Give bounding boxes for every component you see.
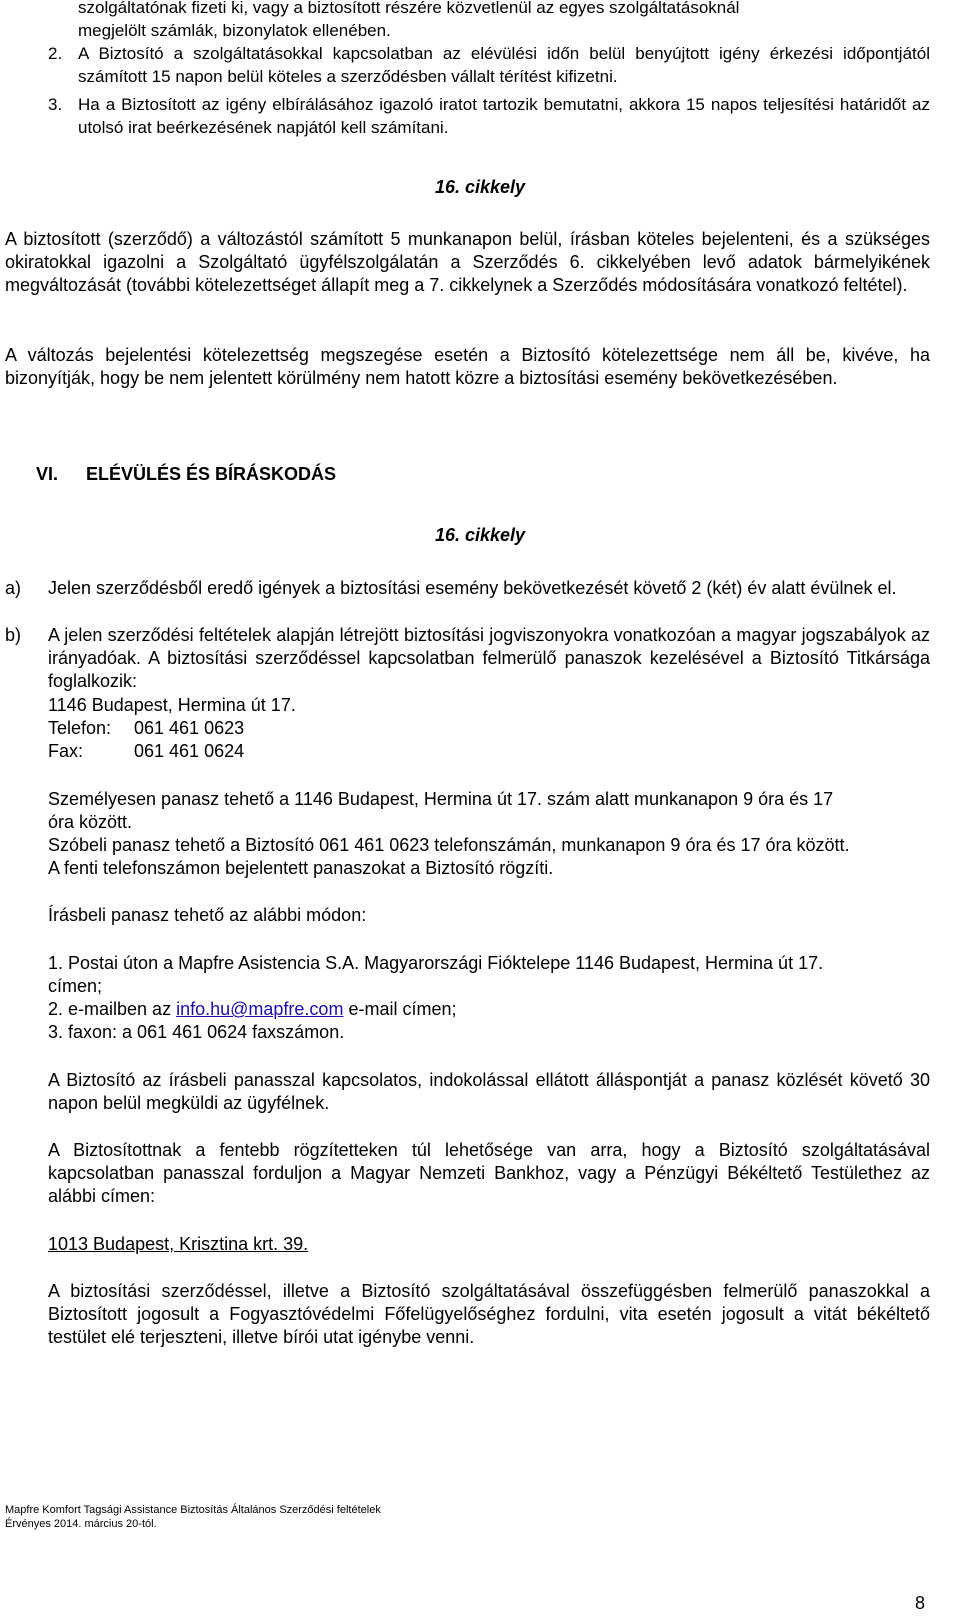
written-option-2-prefix: 2. e-mailben az: [48, 999, 172, 1019]
item-3-text: Ha a Biztosított az igény elbírálásához igazoló iratot tartozik bemutatni, akkora 15 napos teljesítési határidőt az utolsó irat beérkezésének napjától kell számítani.: [78, 95, 930, 137]
article-heading-2: 16. cikkely: [434, 525, 526, 545]
written-option-2: [48, 998, 930, 1021]
chapter-title: ELÉVÜLÉS ÉS BÍRÁSKODÁS: [86, 464, 337, 484]
footer-title: Mapfre Komfort Tagsági Assistance Biztosítás Általános Szerződési feltételek: [5, 1504, 381, 1516]
intro-line-2: megjelölt számlák, bizonylatok ellenében.: [78, 21, 391, 40]
oral-complaint-line: Szóbeli panasz tehető a Biztosító 061 461 0623 telefonszámán, munkanapon 9 óra és 17 óra között.: [48, 835, 850, 855]
item-b-label: b): [5, 625, 22, 645]
contact-phone-row: [48, 717, 930, 740]
chapter-number: VI.: [36, 464, 59, 484]
contact-address: 1146 Budapest, Hermina út 17.: [48, 695, 296, 715]
fax-value: 061 461 0624: [134, 741, 245, 761]
personal-complaint-line-2: óra között.: [48, 812, 133, 832]
contact-block: [48, 694, 930, 763]
written-complaint-options: [48, 952, 930, 1044]
written-option-1-line-1: 1. Postai úton a Mapfre Asistencia S.A. Magyarországi Fióktelepe 1146 Budapest, Hermina út 17.: [48, 953, 824, 973]
written-option-2-suffix: e-mail címen;: [348, 999, 457, 1019]
item-a-text: Jelen szerződésből eredő igények a biztosítási esemény bekövetkezését követő 2 (két) év alatt évülnek el.: [48, 578, 897, 598]
email-link[interactable]: info.hu@mapfre.com: [176, 999, 344, 1019]
item-a-label: a): [5, 578, 22, 598]
intro-text: [78, 0, 930, 42]
written-option-1-line-2: címen;: [48, 976, 103, 996]
phone-label: Telefon:: [48, 718, 112, 738]
bank-paragraph: A Biztosítottnak a fentebb rögzítetteken túl lehetősége van arra, hogy a Biztosító szolgáltatásával kapcsolatban panasszal forduljon a Magyar Nemzeti Bankhoz, vagy a Pénzügyi Békéltető Testülethez az alábbi címen:: [48, 1140, 930, 1206]
footer-validity: Érvényes 2014. március 20-tól.: [5, 1518, 157, 1530]
response-paragraph: A Biztosító az írásbeli panasszal kapcsolatos, indokolással ellátott álláspontját a panasz közlését követő 30 napon belül megküldi az ügyfélnek.: [48, 1070, 930, 1113]
item-3-number: 3.: [48, 95, 63, 114]
fax-label: Fax:: [48, 741, 84, 761]
complaint-channels: [48, 788, 930, 880]
phone-value: 061 461 0623: [134, 718, 245, 738]
item-2-text: A Biztosító a szolgáltatásokkal kapcsolatban az elévülési időn belül benyújtott igény érkezési időpontjától számított 15 napon belül köteles a szerződésben vállalt térítést kifizetni.: [78, 44, 930, 86]
article-1-paragraph-1: A biztosított (szerződő) a változástól számított 5 munkanapon belül, írásban köteles bejelenteni, és a szükséges okiratokkal igazolni a Szolgáltató ügyfélszolgálatán a Szerződés 6. cikkelyében levő adatok bármelyikének megváltozását (további kötelezettséget állapít meg a 7. cikkelynek a Szerződés módosítására vonatkozó feltétel).: [5, 229, 930, 295]
contact-fax-row: [48, 740, 930, 763]
written-option-3: 3. faxon: a 061 461 0624 faxszámon.: [48, 1022, 345, 1042]
page-number: 8: [915, 1593, 926, 1613]
article-heading-1: 16. cikkely: [434, 177, 526, 197]
item-b-text: A jelen szerződési feltételek alapján létrejött biztosítási jogviszonyokra vonatkozóan a magyar jogszabályok az irányadóak. A biztosítási szerződéssel kapcsolatban felmerülő panaszok kezelésével a Biztosító Titkársága foglalkozik:: [48, 625, 930, 691]
written-complaint-intro: Írásbeli panasz tehető az alábbi módon:: [48, 905, 367, 925]
consumer-protection-paragraph: A biztosítási szerződéssel, illetve a Biztosító szolgáltatásával összefüggésben felmerülő panaszokkal a Biztosított jogosult a Fogyasztóvédelmi Főfelügyelőséghez fordulni, vita esetén jogosult a vitát békéltető testület elé terjeszteni, illetve bírói utat igénybe venni.: [48, 1281, 930, 1347]
intro-line-1: szolgáltatónak fizeti ki, vagy a biztosított részére közvetlenül az egyes szolgáltatásoknál: [78, 0, 740, 17]
item-2-number: 2.: [48, 44, 63, 63]
recorded-complaint-line: A fenti telefonszámon bejelentett panaszokat a Biztosító rögzíti.: [48, 858, 554, 878]
article-1-paragraph-2: A változás bejelentési kötelezettség megszegése esetén a Biztosító kötelezettsége nem áll be, kivéve, ha bizonyítják, hogy be nem jelentett körülmény nem hatott közre a biztosítási esemény bekövetkezésében.: [5, 345, 930, 388]
personal-complaint-line-1: Személyesen panasz tehető a 1146 Budapest, Hermina út 17. szám alatt munkanapon 9 óra és 17: [48, 789, 834, 809]
bank-address: 1013 Budapest, Krisztina krt. 39.: [48, 1234, 309, 1254]
